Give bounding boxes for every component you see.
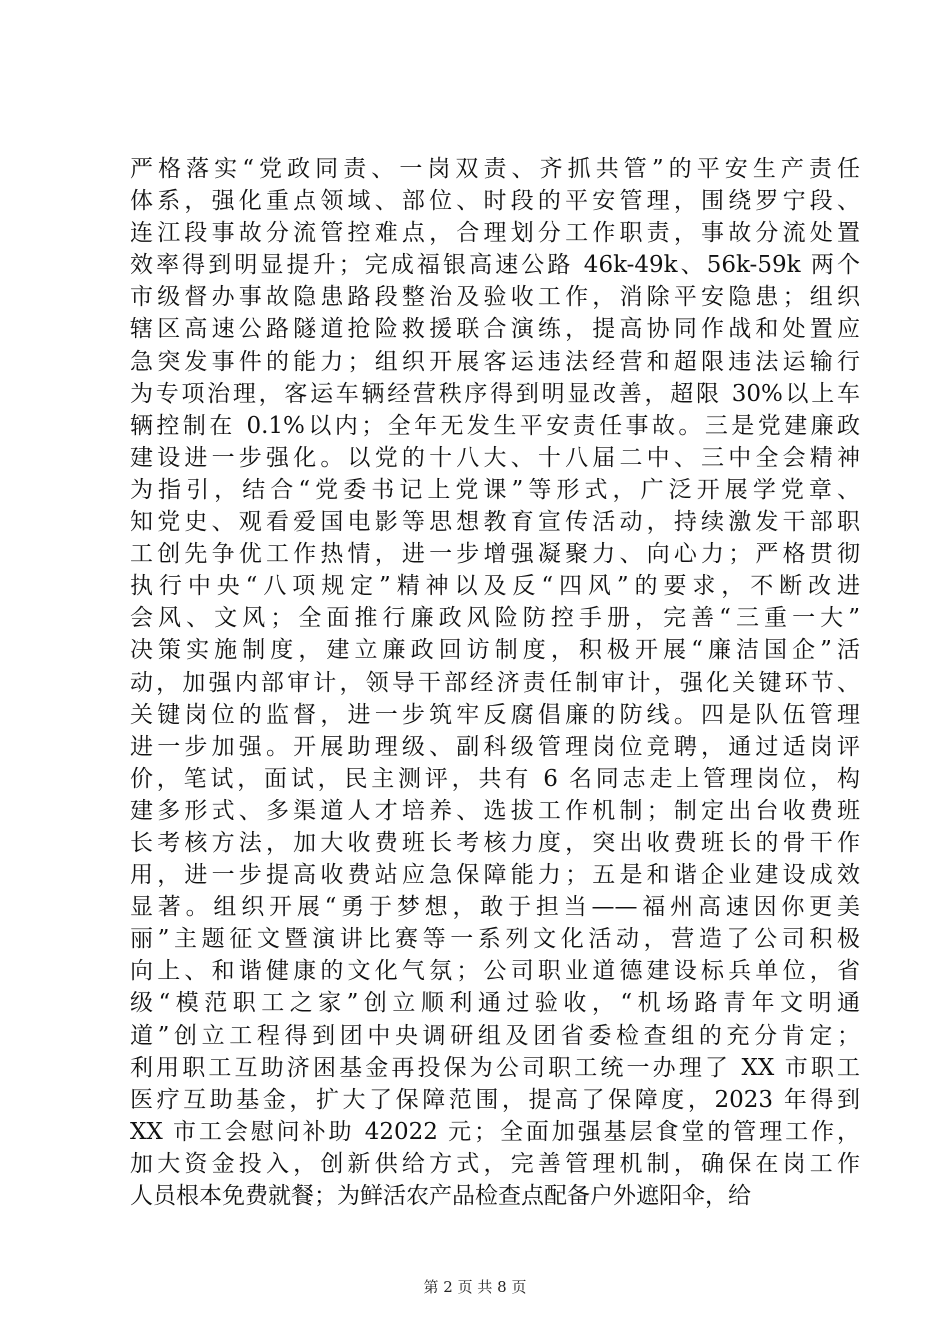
text-line: XX 市工会慰问补助 42022 元；全面加强基层食堂的管理工作，: [130, 1118, 860, 1145]
text-line: 严格落实“党政同责、一岗双责、齐抓共管”的平安生产责任: [130, 156, 860, 182]
text-line: 工创先争优工作热情，进一步增强凝聚力、向心力；严格贯彻: [130, 541, 860, 568]
text-line: 建多形式、多渠道人才培养、选拔工作机制；制定出台收费班: [130, 797, 860, 824]
text-line: 辆控制在 0.1%以内；全年无发生平安责任事故。三是党建廉政: [130, 412, 860, 439]
text-line: 知党史、观看爱国电影等思想教育宣传活动，持续激发干部职: [130, 509, 860, 536]
text-line: 市级督办事故隐患路段整治及验收工作，消除平安隐患；组织: [130, 284, 860, 311]
text-line: 效率得到明显提升；完成福银高速公路 46k-49k、56k-59k 两个: [130, 252, 860, 279]
text-line: 建设进一步强化。以党的十八大、十八届二中、三中全会精神: [130, 444, 860, 471]
text-line: 加大资金投入，创新供给方式，完善管理机制，确保在岗工作: [130, 1150, 860, 1177]
text-line: 急突发事件的能力；组织开展客运违法经营和超限违法运输行: [130, 348, 860, 375]
text-line: 决策实施制度，建立廉政回访制度，积极开展“廉洁国企”活: [130, 637, 860, 664]
text-line: 进一步加强。开展助理级、副科级管理岗位竞聘，通过适岗评: [130, 733, 860, 760]
body-paragraph: [130, 153, 860, 1212]
page-footer: 第 2 页 共 8 页: [423, 1278, 527, 1296]
text-line: 为专项治理，客运车辆经营秩序得到明显改善，超限 30%以上车: [130, 380, 860, 407]
text-line: 利用职工互助济困基金再投保为公司职工统一办理了 XX 市职工: [130, 1054, 860, 1081]
text-line: 连江段事故分流管控难点，合理划分工作职责，事故分流处置: [130, 220, 860, 247]
text-line: 为指引，结合“党委书记上党课”等形式，广泛开展学党章、: [130, 476, 860, 503]
text-line: 级“模范职工之家”创立顺利通过验收，“机场路青年文明通: [130, 990, 860, 1017]
text-line: 丽”主题征文暨演讲比赛等一系列文化活动，营造了公司积极: [130, 926, 860, 953]
text-line: 体系，强化重点领域、部位、时段的平安管理，围绕罗宁段、: [130, 188, 860, 215]
text-line: 关键岗位的监督，进一步筑牢反腐倡廉的防线。四是队伍管理: [130, 701, 860, 728]
text-line: 用，进一步提高收费站应急保障能力；五是和谐企业建设成效: [130, 862, 860, 889]
text-line: 价，笔试，面试，民主测评，共有 6 名同志走上管理岗位，构: [130, 765, 860, 792]
text-line: 动，加强内部审计，领导干部经济责任制审计，强化关键环节、: [130, 669, 860, 696]
text-line: 显著。组织开展“勇于梦想，敢于担当——福州高速因你更美: [130, 894, 860, 921]
text-line: 执行中央“八项规定”精神以及反“四风”的要求，不断改进: [130, 573, 860, 600]
text-line: 长考核方法，加大收费班长考核力度，突出收费班长的骨干作: [130, 829, 860, 856]
text-line: 向上、和谐健康的文化气氛；公司职业道德建设标兵单位，省: [130, 958, 860, 985]
text-line: 人员根本免费就餐；为鲜活农产品检查点配备户外遮阳伞，给: [130, 1183, 751, 1209]
text-line: 医疗互助基金，扩大了保障范围，提高了保障度，2023 年得到: [130, 1086, 860, 1113]
text-line: 道”创立工程得到团中央调研组及团省委检查组的充分肯定；: [130, 1022, 860, 1049]
text-line: 会风、文风；全面推行廉政风险防控手册，完善“三重一大”: [130, 605, 860, 632]
text-line: 辖区高速公路隧道抢险救援联合演练，提高协同作战和处置应: [130, 316, 860, 343]
